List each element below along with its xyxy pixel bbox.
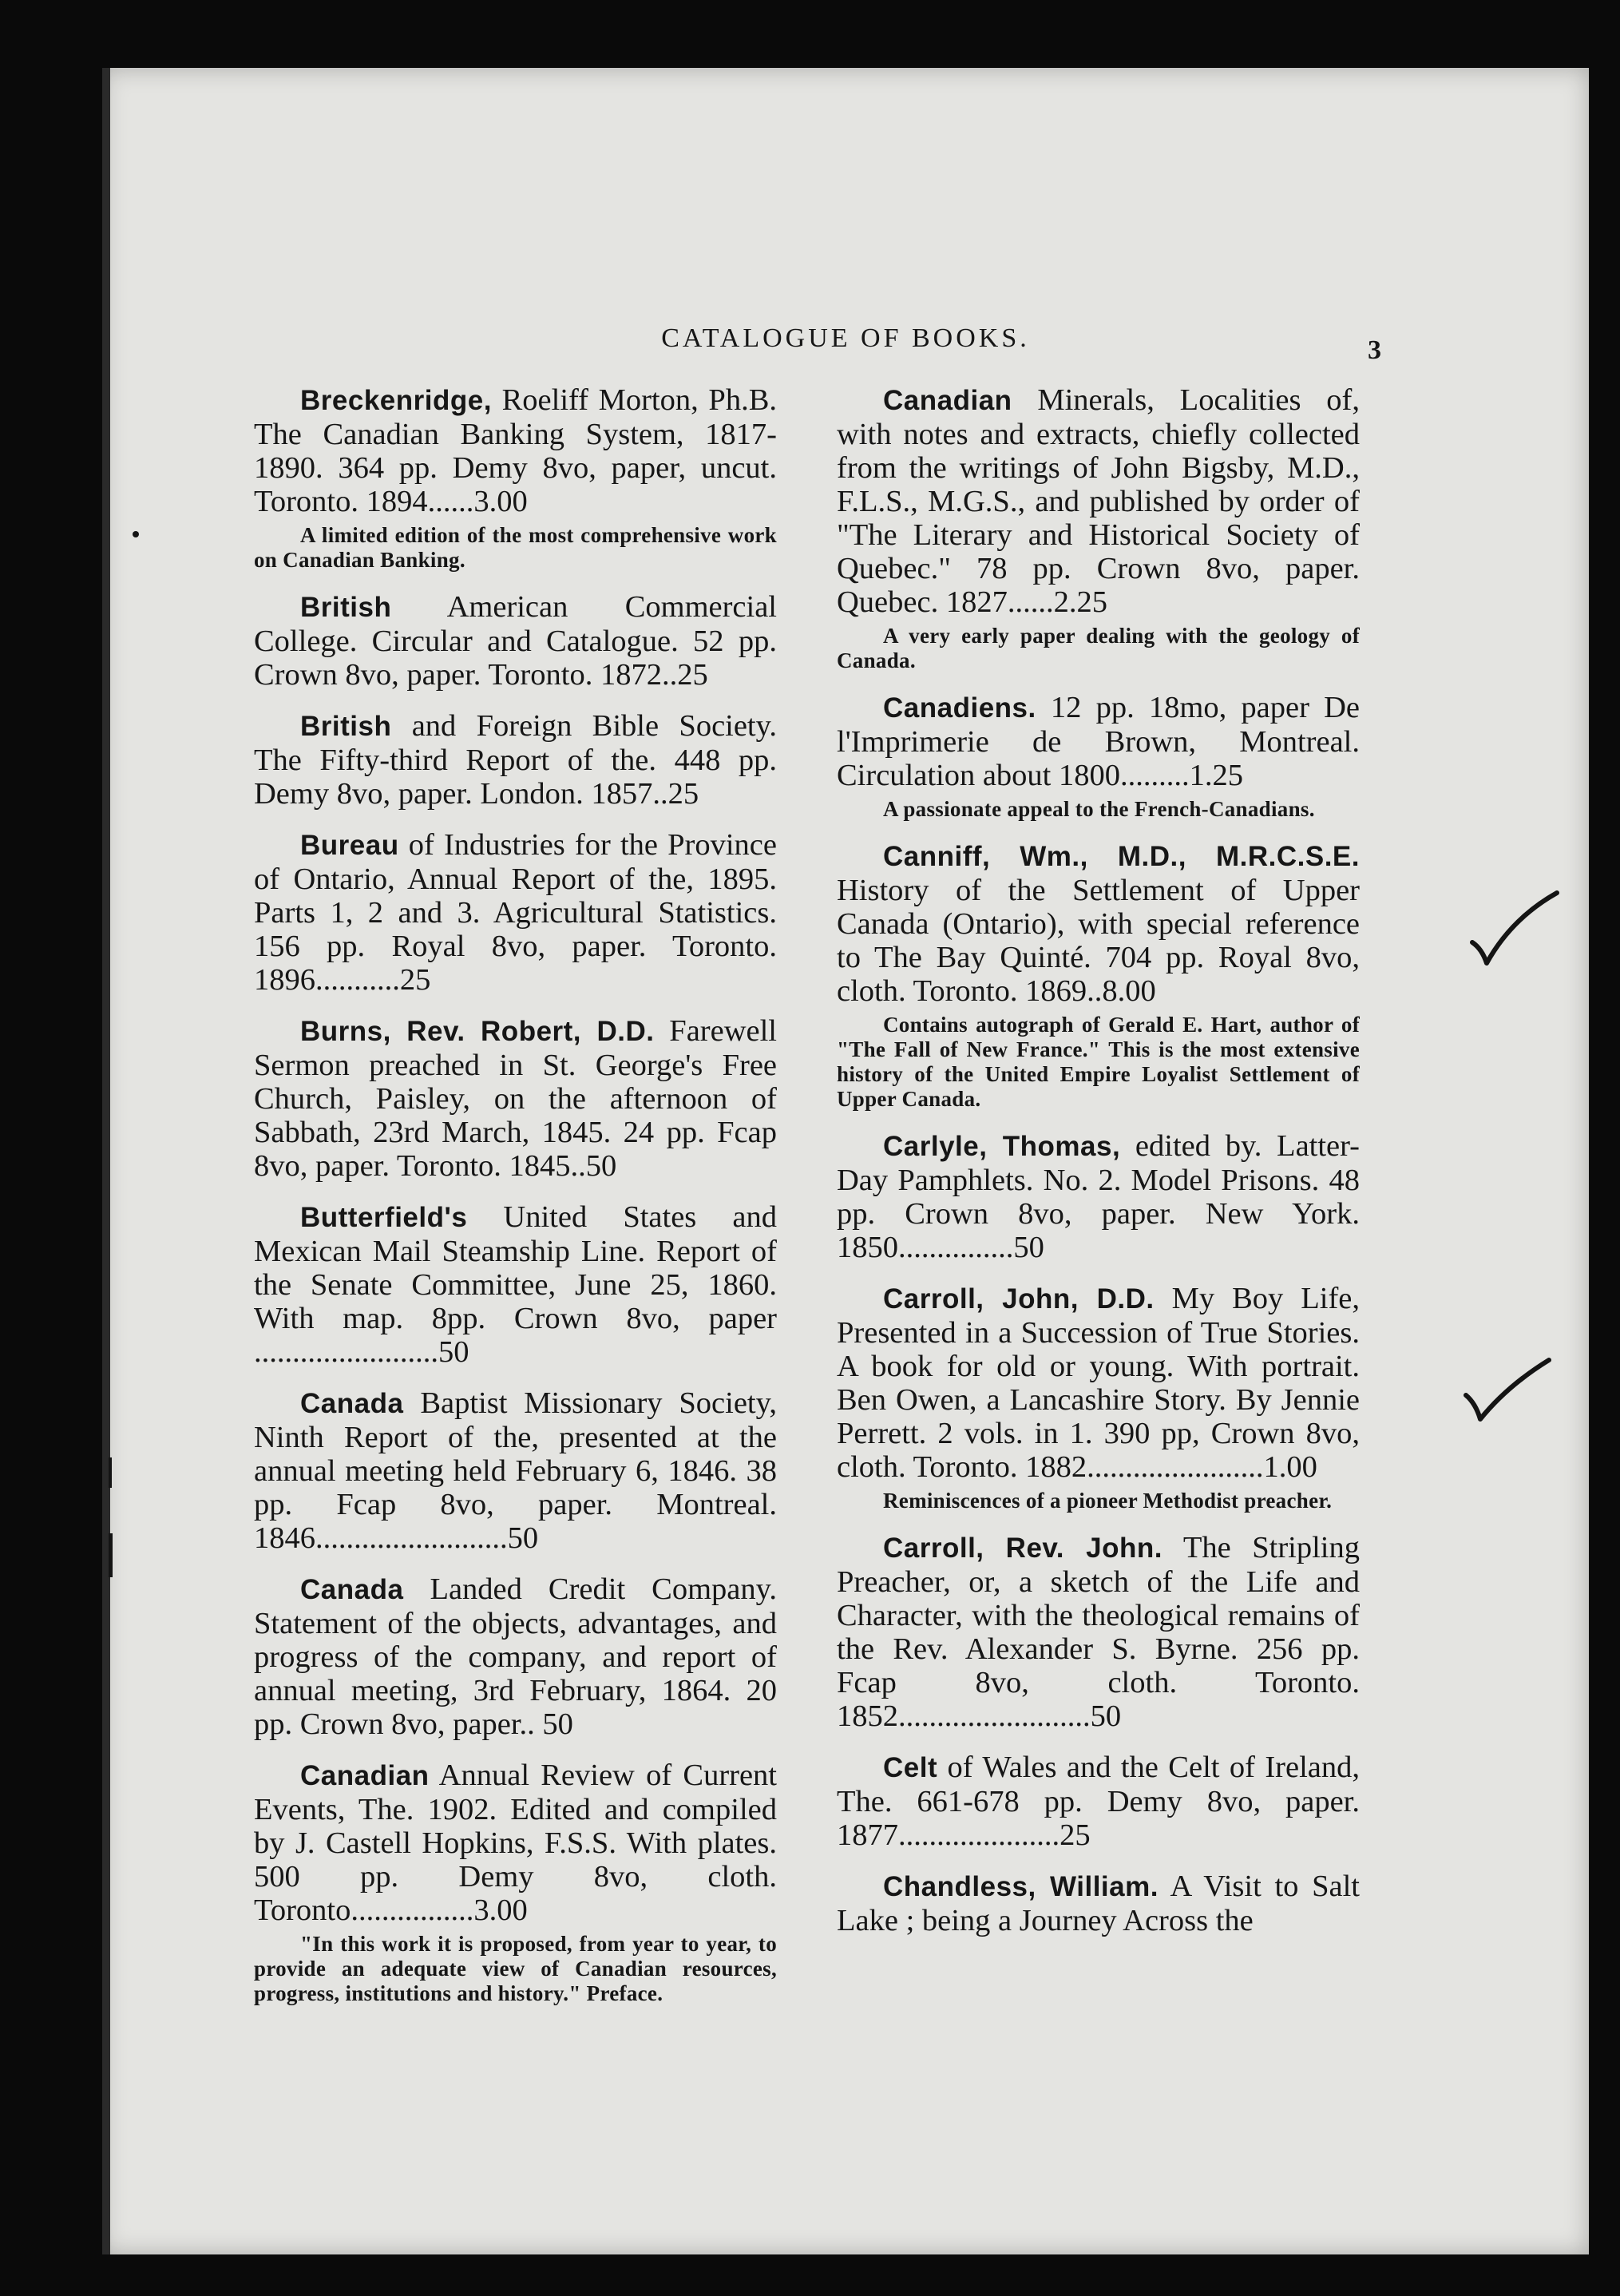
catalogue-entry bbox=[254, 590, 777, 692]
right-column bbox=[837, 383, 1360, 1955]
entry-description: American Commercial College. Circular and Catalogue. 52 pp. Crown 8vo, paper. Toronto. 1872..25 bbox=[254, 590, 777, 692]
entry-description: United States and Mexican Mail Steamship Line. Report of the Senate Committee, June 25, 1860. With map. 8pp. Crown 8vo, paper ........................50 bbox=[254, 1200, 777, 1369]
catalogue-entry bbox=[837, 839, 1360, 1112]
catalogue-entry bbox=[254, 1386, 777, 1555]
catalogue-entry bbox=[254, 383, 777, 573]
entry-note: Contains autograph of Gerald E. Hart, author of "The Fall of New France." This is the most extensive history of the United Empire Loyalist Settlement of Upper Canada. bbox=[837, 1013, 1360, 1111]
catalogue-entry bbox=[837, 691, 1360, 822]
entry-heading: Butterfield's bbox=[300, 1202, 468, 1233]
entry-note: A passionate appeal to the French-Canadians. bbox=[883, 797, 1315, 821]
entry-description: Roeliff Morton, Ph.B. The Canadian Banking System, 1817-1890. 364 pp. Demy 8vo, paper, uncut. Toronto. 1894......3.00 bbox=[254, 383, 778, 518]
margin-tick bbox=[109, 1457, 112, 1488]
binding-gutter bbox=[102, 68, 110, 2254]
entry-description: My Boy Life, Presented in a Succession of True Stories. A book for old or young. With portrait. Ben Owen, a Lancashire Story. By Jennie Perrett. 2 vols. in 1. 390 pp, Crown 8vo, cloth. Toronto. 1882.......................1.00 bbox=[837, 1282, 1361, 1484]
entry-description: A Visit to Salt Lake ; being a Journey Across the bbox=[837, 1870, 1360, 1937]
catalogue-entry bbox=[837, 1531, 1360, 1733]
page-number: 3 bbox=[1368, 335, 1381, 365]
entry-description: The Stripling Preacher, or, a sketch of the Life and Character, with the theological remains of the Rev. Alexander S. Byrne. 256 pp. Fcap 8vo, cloth. Toronto. 1852.........................50 bbox=[837, 1531, 1360, 1733]
entry-heading: Carroll, John, D.D. bbox=[883, 1283, 1155, 1315]
entry-heading: Celt bbox=[883, 1752, 938, 1783]
entry-heading: British bbox=[300, 711, 392, 742]
entry-heading: Chandless, William. bbox=[883, 1871, 1159, 1902]
entry-description: of Wales and the Celt of Ireland, The. 661-678 pp. Demy 8vo, paper. 1877.....................25 bbox=[837, 1751, 1361, 1852]
entry-description: Farewell Sermon preached in St. George's Free Church, Paisley, on the afternoon of Sabbath, 23rd March, 1845. 24 pp. Fcap 8vo, paper. Toronto. 1845..50 bbox=[254, 1014, 777, 1183]
catalogue-entry bbox=[837, 1282, 1360, 1513]
catalogue-entry bbox=[254, 709, 777, 811]
margin-tick bbox=[109, 1533, 113, 1577]
left-column bbox=[254, 383, 777, 2024]
catalogue-entry bbox=[254, 1014, 777, 1183]
catalogue-entry bbox=[254, 828, 777, 997]
entry-heading: Burns, Rev. Robert, D.D. bbox=[300, 1016, 655, 1047]
entry-heading: Carroll, Rev. John. bbox=[883, 1533, 1163, 1564]
handwritten-check-mark-icon bbox=[1460, 1354, 1555, 1441]
catalogue-entry bbox=[837, 1751, 1360, 1852]
entry-heading: British bbox=[300, 592, 392, 623]
entry-heading: Canniff, Wm., M.D., M.R.C.S.E. bbox=[883, 841, 1360, 872]
running-head: CATALOGUE OF BOOKS. bbox=[661, 323, 1030, 353]
entry-description: and Foreign Bible Society. The Fifty-third Report of the. 448 pp. Demy 8vo, paper. London. 1857..25 bbox=[254, 709, 778, 811]
catalogue-entry bbox=[254, 1572, 777, 1741]
entry-heading: Canada bbox=[300, 1388, 404, 1419]
entry-description: Minerals, Localities of, with notes and extracts, chiefly collected from the writings of John Bigsby, M.D., F.L.S., M.G.S., and published by order of "The Literary and Historical Society of Quebec." 78 pp. Crown 8vo, paper. Quebec. 1827......2.25 bbox=[837, 383, 1360, 619]
entry-description: Baptist Missionary Society, Ninth Report of the, presented at the annual meeting held February 6, 1846. 38 pp. Fcap 8vo, paper. Montreal. 1846.........................50 bbox=[254, 1386, 777, 1555]
catalogue-page bbox=[102, 68, 1589, 2254]
entry-note: A very early paper dealing with the geology of Canada. bbox=[837, 624, 1360, 672]
catalogue-entry bbox=[254, 1759, 777, 2006]
catalogue-entry bbox=[837, 1129, 1360, 1264]
entry-heading: Canada bbox=[300, 1574, 404, 1605]
catalogue-entry bbox=[837, 383, 1360, 673]
entry-heading: Canadian bbox=[883, 385, 1012, 416]
entry-description: Annual Review of Current Events, The. 1902. Edited and compiled by J. Castell Hopkins, F.S.S. With plates. 500 pp. Demy 8vo, cloth. Toronto................3.00 bbox=[254, 1759, 777, 1927]
entry-heading: Canadiens. bbox=[883, 692, 1036, 724]
entry-heading: Breckenridge, bbox=[300, 385, 492, 416]
entry-description: Landed Credit Company. Statement of the objects, advantages, and progress of the company, and report of annual meeting, 3rd February, 1864. 20 pp. Crown 8vo, paper.. 50 bbox=[254, 1572, 777, 1741]
entry-description: of Industries for the Province of Ontario, Annual Report of the, 1895. Parts 1, 2 and 3. Agricultural Statistics. 156 pp. Royal 8vo, paper. Toronto. 1896...........25 bbox=[254, 828, 777, 997]
entry-description: History of the Settlement of Upper Canada (Ontario), with special reference to The Bay Quinté. 704 pp. Royal 8vo, cloth. Toronto. 1869..8.00 bbox=[837, 874, 1360, 1008]
catalogue-entry bbox=[837, 1870, 1360, 1937]
entry-description: edited by. Latter-Day Pamphlets. No. 2. Model Prisons. 48 pp. Crown 8vo, paper. New York. 1850...............50 bbox=[837, 1129, 1361, 1264]
entry-heading: Carlyle, Thomas, bbox=[883, 1131, 1121, 1162]
entry-description: 12 pp. 18mo, paper De l'Imprimerie de Brown, Montreal. Circulation about 1800.........1.25 bbox=[837, 691, 1360, 792]
entry-heading: Bureau bbox=[300, 830, 399, 861]
entry-heading: Canadian bbox=[300, 1760, 430, 1791]
entry-note: Reminiscences of a pioneer Methodist preacher. bbox=[883, 1489, 1333, 1513]
entry-note: A limited edition of the most comprehensive work on Canadian Banking. bbox=[254, 523, 777, 572]
catalogue-entry bbox=[254, 1200, 777, 1369]
entry-note: "In this work it is proposed, from year to year, to provide an adequate view of Canadian resources, progress, institutions and history." Preface. bbox=[254, 1932, 777, 2005]
handwritten-check-mark-icon bbox=[1468, 886, 1563, 974]
margin-dot bbox=[133, 531, 139, 537]
